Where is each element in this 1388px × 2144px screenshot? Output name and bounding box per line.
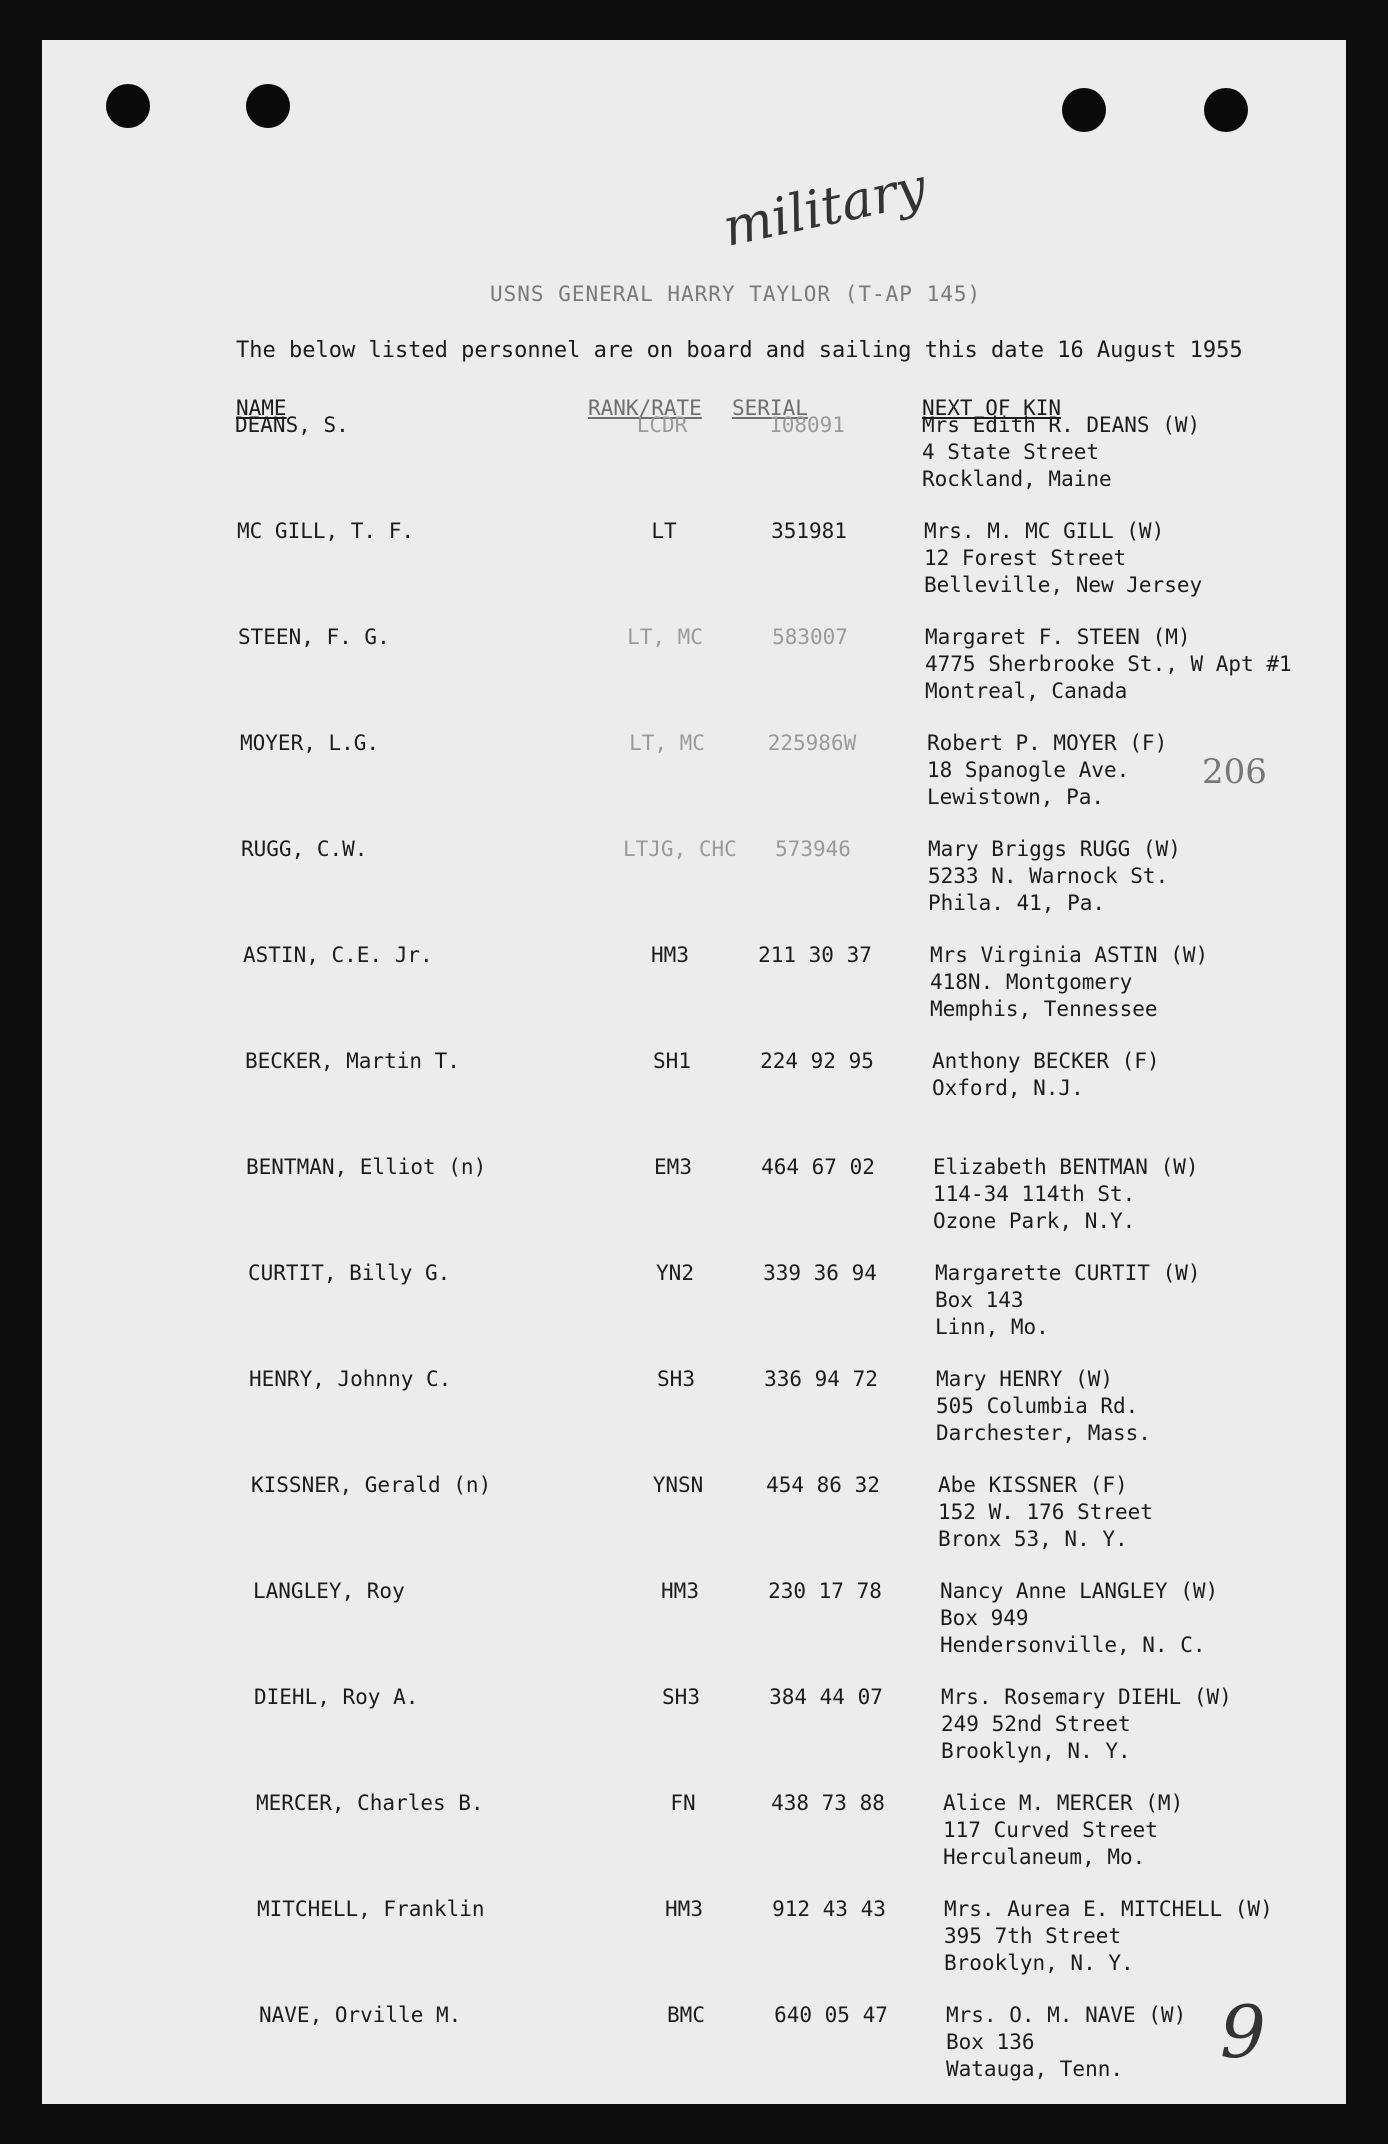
- table-row: [42, 2002, 1346, 2102]
- next-of-kin-line-2: 117 Curved Street: [943, 1818, 1158, 1842]
- document-page: [42, 40, 1346, 2104]
- next-of-kin-line-2: 18 Spanogle Ave.: [927, 758, 1130, 782]
- table-row: [42, 518, 1346, 618]
- serial-cell: 640 05 47: [774, 2003, 888, 2027]
- next-of-kin-line-2: 505 Columbia Rd.: [936, 1394, 1139, 1418]
- name-cell: BECKER, Martin T.: [245, 1049, 460, 1073]
- next-of-kin-line-2: 4 State Street: [922, 440, 1100, 464]
- table-row: [42, 730, 1346, 830]
- next-of-kin-line-3: Herculaneum, Mo.: [943, 1845, 1146, 1869]
- punch-hole: [106, 84, 150, 128]
- serial-cell: 573946: [775, 837, 851, 861]
- next-of-kin-line-1: Elizabeth BENTMAN (W): [933, 1155, 1199, 1179]
- name-cell: MC GILL, T. F.: [237, 519, 415, 543]
- next-of-kin-line-1: Anthony BECKER (F): [932, 1049, 1160, 1073]
- header-rank: RANK/RATE: [588, 396, 702, 420]
- serial-cell: 108091: [769, 413, 845, 437]
- rank-cell: HM3: [661, 1579, 699, 1603]
- name-cell: MERCER, Charles B.: [256, 1791, 484, 1815]
- next-of-kin-line-3: Ozone Park, N.Y.: [933, 1209, 1136, 1233]
- next-of-kin-line-3: Montreal, Canada: [925, 679, 1128, 703]
- punch-hole: [1204, 88, 1248, 132]
- handwritten-page-number: 206: [1202, 752, 1267, 792]
- name-cell: HENRY, Johnny C.: [249, 1367, 452, 1391]
- serial-cell: 225986W: [767, 731, 857, 755]
- name-cell: STEEN, F. G.: [238, 625, 390, 649]
- punch-hole: [1062, 88, 1106, 132]
- next-of-kin-line-3: Brooklyn, N. Y.: [941, 1739, 1131, 1763]
- next-of-kin-line-2: 418N. Montgomery: [930, 970, 1133, 994]
- punch-hole: [246, 84, 290, 128]
- table-row: [42, 412, 1346, 512]
- serial-cell: 438 73 88: [771, 1791, 885, 1815]
- next-of-kin-line-1: Mrs Virginia ASTIN (W): [930, 943, 1209, 967]
- name-cell: ASTIN, C.E. Jr.: [243, 943, 433, 967]
- rank-cell: LT: [651, 519, 677, 543]
- next-of-kin-line-2: Box 143: [935, 1288, 1024, 1312]
- serial-cell: 224 92 95: [760, 1049, 874, 1073]
- handwritten-sheet-number: 9: [1220, 1990, 1266, 2074]
- header-next-of-kin: NEXT OF KIN: [922, 396, 1062, 420]
- next-of-kin-line-1: Alice M. MERCER (M): [943, 1791, 1184, 1815]
- table-row: [42, 1154, 1346, 1254]
- next-of-kin-line-3: Rockland, Maine: [922, 467, 1112, 491]
- table-row: [42, 1578, 1346, 1678]
- next-of-kin-line-2: 152 W. 176 Street: [938, 1500, 1153, 1524]
- table-row: [42, 1048, 1346, 1148]
- serial-cell: 384 44 07: [769, 1685, 883, 1709]
- name-cell: CURTIT, Billy G.: [248, 1261, 451, 1285]
- table-row: [42, 1260, 1346, 1360]
- serial-cell: 351981: [771, 519, 847, 543]
- next-of-kin-line-2: Oxford, N.J.: [932, 1076, 1084, 1100]
- serial-cell: 339 36 94: [763, 1261, 877, 1285]
- next-of-kin-line-1: Margarette CURTIT (W): [935, 1261, 1201, 1285]
- rank-cell: SH3: [657, 1367, 695, 1391]
- name-cell: DIEHL, Roy A.: [254, 1685, 419, 1709]
- serial-cell: 336 94 72: [764, 1367, 878, 1391]
- next-of-kin-line-1: Mrs. Aurea E. MITCHELL (W): [944, 1897, 1273, 1921]
- table-row: [42, 836, 1346, 936]
- next-of-kin-line-3: Brooklyn, N. Y.: [944, 1951, 1134, 1975]
- serial-cell: 454 86 32: [766, 1473, 880, 1497]
- next-of-kin-line-2: Box 136: [946, 2030, 1035, 2054]
- name-cell: MITCHELL, Franklin: [257, 1897, 485, 1921]
- name-cell: LANGLEY, Roy: [253, 1579, 405, 1603]
- next-of-kin-line-1: Mrs. Rosemary DIEHL (W): [941, 1685, 1232, 1709]
- next-of-kin-line-3: Lewistown, Pa.: [927, 785, 1105, 809]
- next-of-kin-line-2: 114-34 114th St.: [933, 1182, 1136, 1206]
- next-of-kin-line-1: Margaret F. STEEN (M): [925, 625, 1191, 649]
- next-of-kin-line-1: Mrs Edith R. DEANS (W): [922, 413, 1201, 437]
- table-row: [42, 1472, 1346, 1572]
- name-cell: RUGG, C.W.: [241, 837, 368, 861]
- name-cell: NAVE, Orville M.: [259, 2003, 462, 2027]
- next-of-kin-line-1: Mrs. M. MC GILL (W): [924, 519, 1165, 543]
- next-of-kin-line-2: 395 7th Street: [944, 1924, 1122, 1948]
- name-cell: DEANS, S.: [235, 413, 349, 437]
- rank-cell: SH1: [653, 1049, 691, 1073]
- serial-cell: 464 67 02: [761, 1155, 875, 1179]
- next-of-kin-line-3: Belleville, New Jersey: [924, 573, 1203, 597]
- next-of-kin-line-1: Nancy Anne LANGLEY (W): [940, 1579, 1219, 1603]
- next-of-kin-line-2: 249 52nd Street: [941, 1712, 1131, 1736]
- page-title: USNS GENERAL HARRY TAYLOR (T-AP 145): [490, 282, 982, 306]
- handwritten-note-top: military: [718, 157, 932, 259]
- name-cell: BENTMAN, Elliot (n): [246, 1155, 487, 1179]
- rank-cell: LTJG, CHC: [623, 837, 737, 861]
- rank-cell: EM3: [654, 1155, 692, 1179]
- rank-cell: LCDR: [636, 413, 688, 437]
- next-of-kin-line-3: Memphis, Tennessee: [930, 997, 1158, 1021]
- intro-line: The below listed personnel are on board and sailing this date 16 August 1955: [236, 338, 1243, 363]
- serial-cell: 583007: [772, 625, 848, 649]
- next-of-kin-line-2: 5233 N. Warnock St.: [928, 864, 1169, 888]
- next-of-kin-line-1: Mary HENRY (W): [936, 1367, 1114, 1391]
- serial-cell: 211 30 37: [758, 943, 872, 967]
- table-row: [42, 942, 1346, 1042]
- name-cell: KISSNER, Gerald (n): [251, 1473, 492, 1497]
- rank-cell: LT, MC: [627, 625, 703, 649]
- next-of-kin-line-1: Abe KISSNER (F): [938, 1473, 1128, 1497]
- table-row: [42, 1790, 1346, 1890]
- serial-cell: 230 17 78: [768, 1579, 882, 1603]
- next-of-kin-line-3: Darchester, Mass.: [936, 1421, 1151, 1445]
- next-of-kin-line-1: Robert P. MOYER (F): [927, 731, 1168, 755]
- name-cell: MOYER, L.G.: [240, 731, 380, 755]
- next-of-kin-line-3: Linn, Mo.: [935, 1315, 1049, 1339]
- next-of-kin-line-3: Phila. 41, Pa.: [928, 891, 1106, 915]
- rank-cell: HM3: [651, 943, 689, 967]
- rank-cell: SH3: [662, 1685, 700, 1709]
- next-of-kin-line-2: Box 949: [940, 1606, 1029, 1630]
- rank-cell: FN: [670, 1791, 696, 1815]
- header-name: NAME: [236, 396, 287, 420]
- table-row: [42, 1366, 1346, 1466]
- rank-cell: BMC: [667, 2003, 705, 2027]
- rank-cell: YN2: [656, 1261, 694, 1285]
- table-row: [42, 1896, 1346, 1996]
- serial-cell: 912 43 43: [772, 1897, 886, 1921]
- table-row: [42, 1684, 1346, 1784]
- next-of-kin-line-2: 4775 Sherbrooke St., W Apt #1: [925, 652, 1292, 676]
- next-of-kin-line-3: Bronx 53, N. Y.: [938, 1527, 1128, 1551]
- next-of-kin-line-1: Mrs. O. M. NAVE (W): [946, 2003, 1187, 2027]
- next-of-kin-line-1: Mary Briggs RUGG (W): [928, 837, 1181, 861]
- table-row: [42, 624, 1346, 724]
- rank-cell: LT, MC: [629, 731, 705, 755]
- next-of-kin-line-2: 12 Forest Street: [924, 546, 1127, 570]
- next-of-kin-line-3: Watauga, Tenn.: [946, 2057, 1124, 2081]
- rank-cell: YNSN: [652, 1473, 704, 1497]
- rank-cell: HM3: [665, 1897, 703, 1921]
- next-of-kin-line-3: Hendersonville, N. C.: [940, 1633, 1206, 1657]
- header-serial: SERIAL: [732, 396, 808, 420]
